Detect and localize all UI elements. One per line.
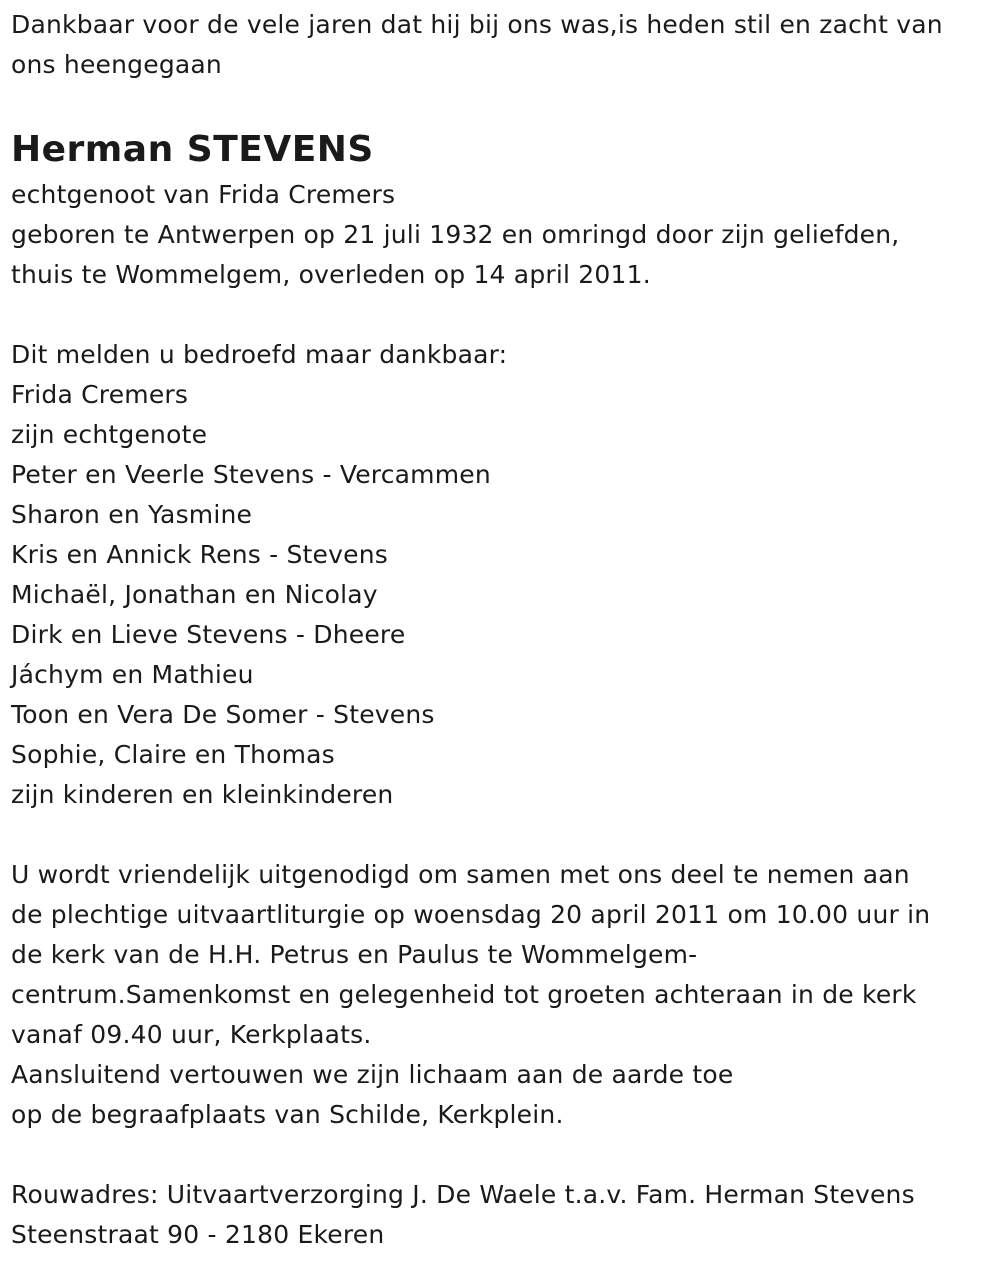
birth-line: geboren te Antwerpen op 21 juli 1932 en omringd door zijn geliefden, xyxy=(11,220,900,249)
family-member: zijn echtgenote xyxy=(11,420,208,449)
family-member: Frida Cremers xyxy=(11,380,189,409)
ceremony-line: vanaf 09.40 uur, Kerkplaats. xyxy=(11,1020,372,1049)
family-list xyxy=(11,375,991,815)
ceremony-line: de plechtige uitvaartliturgie op woensdag 20 april 2011 om 10.00 uur in xyxy=(11,900,931,929)
intro-line-2: ons heengegaan xyxy=(11,50,222,79)
family-heading: Dit melden u bedroefd maar dankbaar: xyxy=(11,340,508,369)
deceased-name: Herman STEVENS xyxy=(11,129,374,170)
family-member: Jáchym en Mathieu xyxy=(11,660,254,689)
spacer xyxy=(11,295,991,335)
family-member: Peter en Veerle Stevens - Vercammen xyxy=(11,460,491,489)
family-member: Sharon en Yasmine xyxy=(11,500,253,529)
obituary-notice xyxy=(11,0,991,1255)
intro-line-1: Dankbaar voor de vele jaren dat hij bij ons was,is heden stil en zacht van xyxy=(11,10,943,39)
family-member: Kris en Annick Rens - Stevens xyxy=(11,540,388,569)
death-line: thuis te Wommelgem, overleden op 14 april 2011. xyxy=(11,260,651,289)
spacer xyxy=(11,815,991,855)
mourning-address-line-1: Rouwadres: Uitvaartverzorging J. De Waele t.a.v. Fam. Herman Stevens xyxy=(11,1180,915,1209)
family-member: Dirk en Lieve Stevens - Dheere xyxy=(11,620,406,649)
family-member: Michaël, Jonathan en Nicolay xyxy=(11,580,378,609)
ceremony-line: U wordt vriendelijk uitgenodigd om samen met ons deel te nemen aan xyxy=(11,860,910,889)
family-member: zijn kinderen en kleinkinderen xyxy=(11,780,394,809)
family-member: Sophie, Claire en Thomas xyxy=(11,740,335,769)
ceremony-line: Aansluitend vertouwen we zijn lichaam aan de aarde toe xyxy=(11,1060,734,1089)
ceremony-text xyxy=(11,855,991,1135)
mourning-address-line-2: Steenstraat 90 - 2180 Ekeren xyxy=(11,1220,385,1249)
ceremony-line: op de begraafplaats van Schilde, Kerkplein. xyxy=(11,1100,564,1129)
spacer xyxy=(11,1135,991,1175)
ceremony-line: centrum.Samenkomst en gelegenheid tot groeten achteraan in de kerk xyxy=(11,980,917,1009)
family-member: Toon en Vera De Somer - Stevens xyxy=(11,700,435,729)
spouse-line: echtgenoot van Frida Cremers xyxy=(11,180,396,209)
ceremony-line: de kerk van de H.H. Petrus en Paulus te Wommelgem- xyxy=(11,940,698,969)
